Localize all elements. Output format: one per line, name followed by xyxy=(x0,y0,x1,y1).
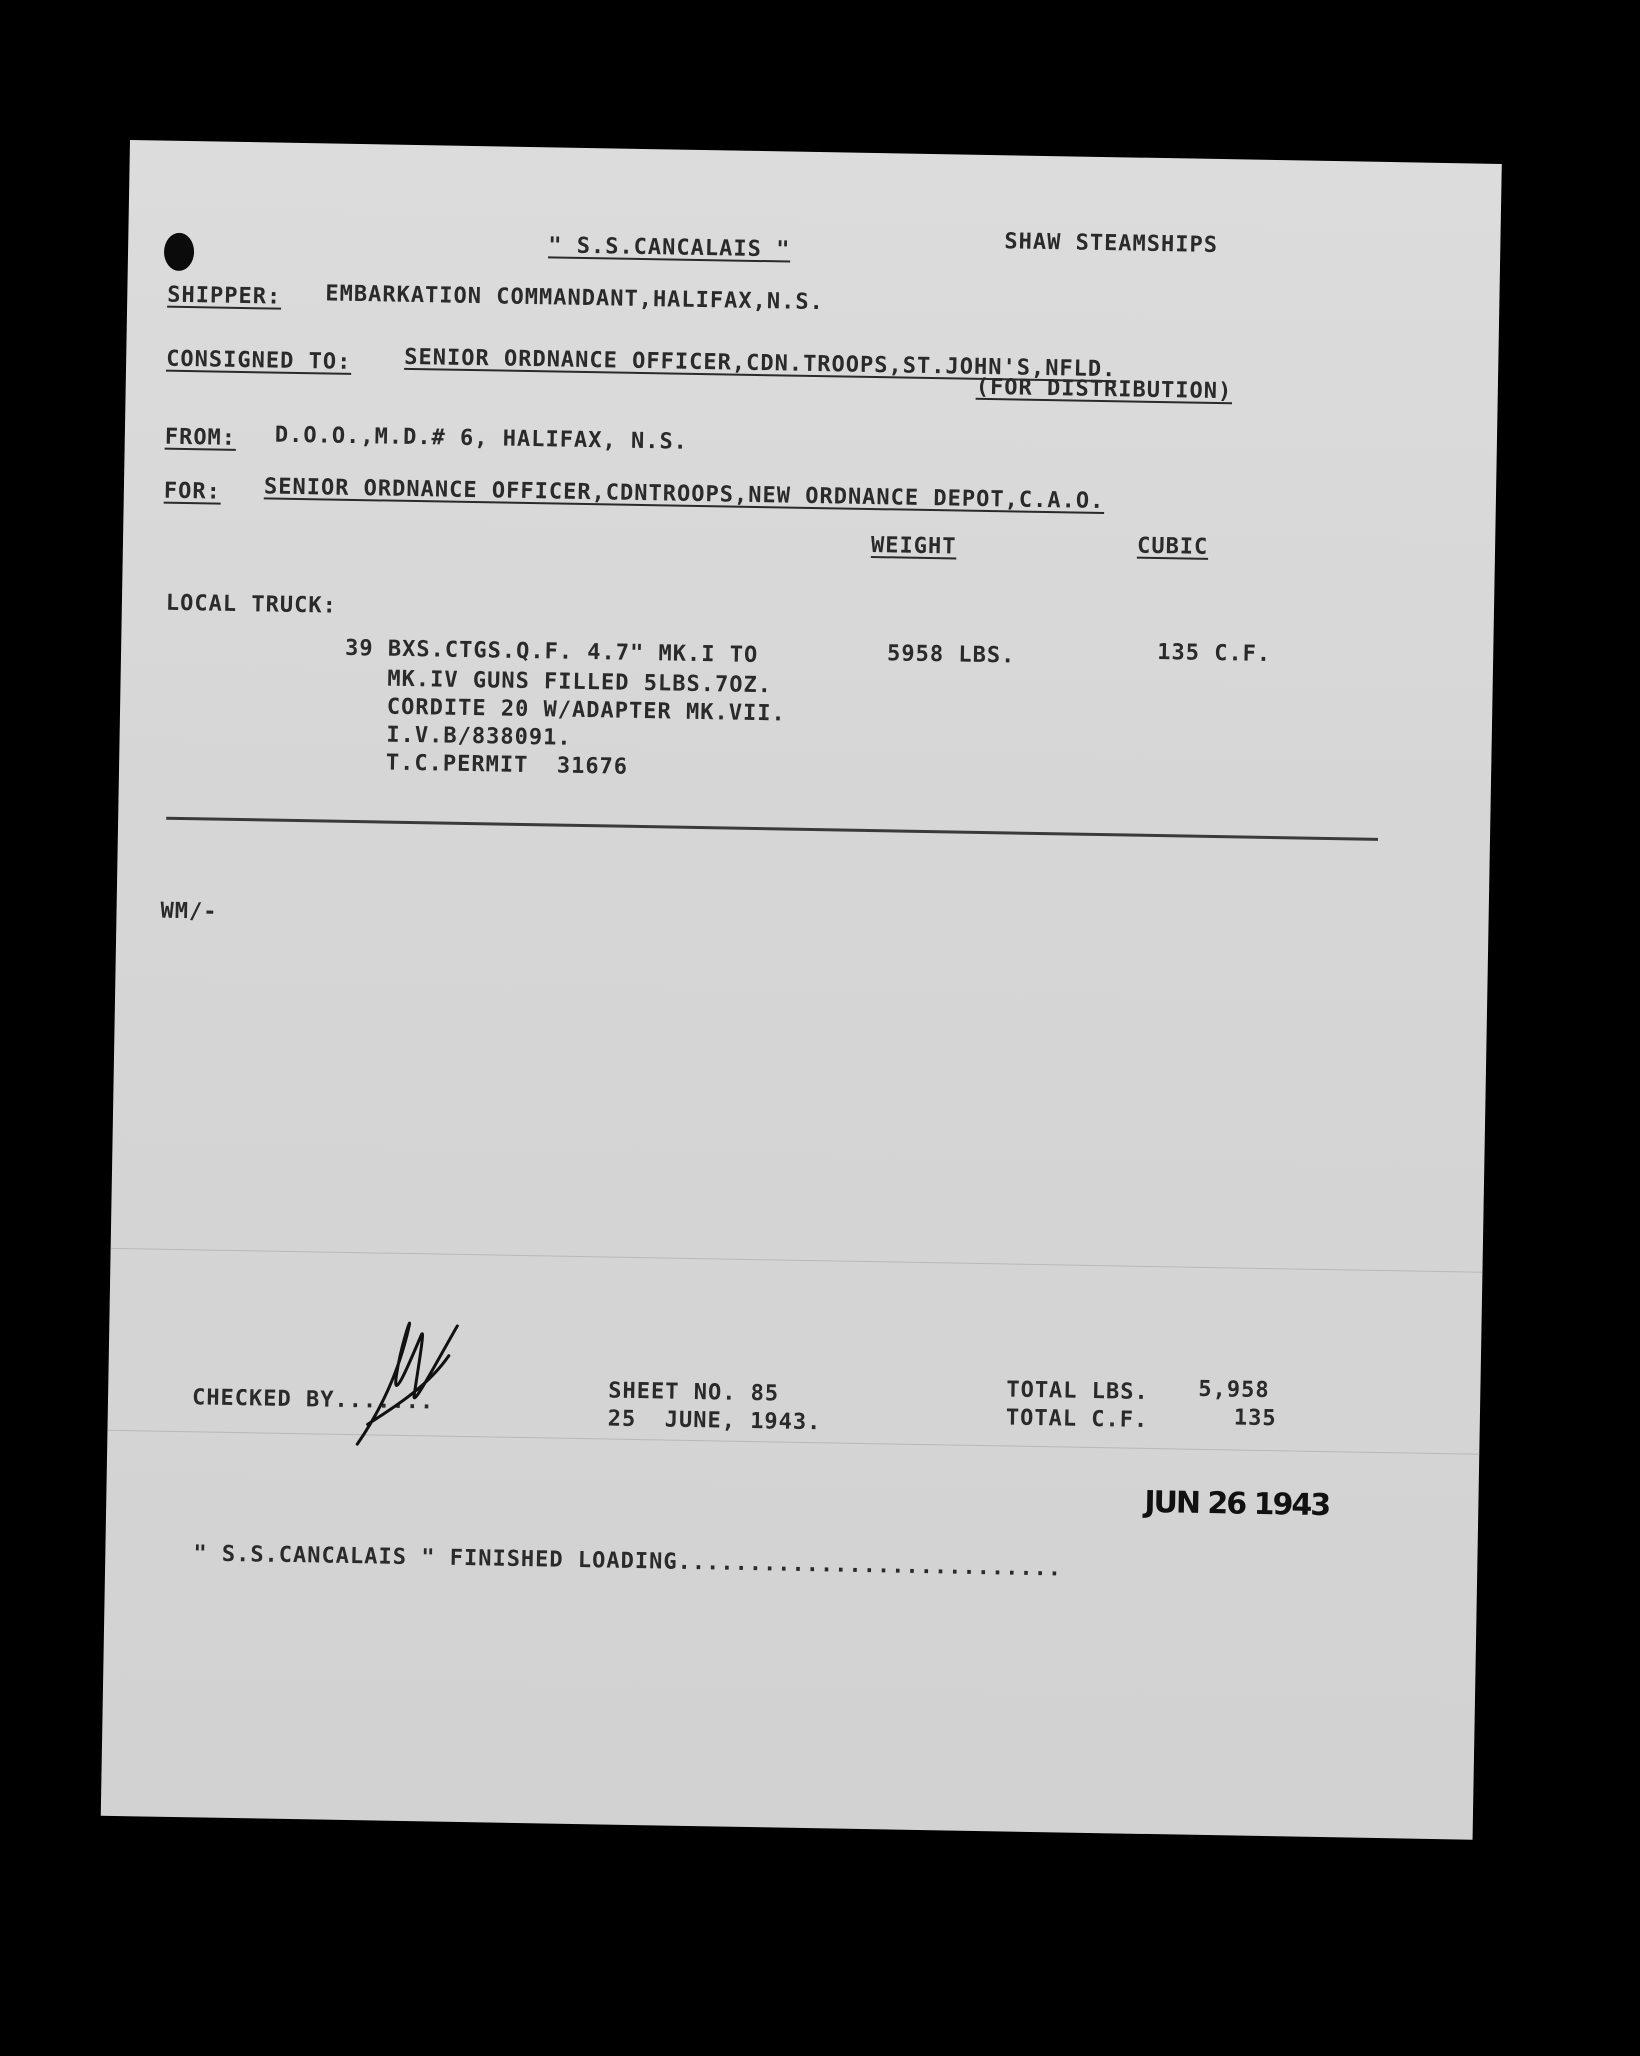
sheet-number: SHEET NO. 85 xyxy=(608,1378,780,1407)
fold-crease xyxy=(111,1248,1483,1273)
total-cf-label: TOTAL C.F. xyxy=(1005,1405,1149,1433)
item-line: MK.IV GUNS FILLED 5LBS.7OZ. xyxy=(344,665,773,699)
section-label: LOCAL TRUCK: xyxy=(165,590,338,619)
item-weight: 5958 LBS. xyxy=(886,641,1016,669)
from-label: FROM: xyxy=(164,424,237,451)
total-cf-value: 135 xyxy=(1233,1405,1277,1432)
typist-initials: WM/- xyxy=(160,898,218,925)
separator-line xyxy=(166,817,1378,841)
for-value: SENIOR ORDNANCE OFFICER,CDNTROOPS,NEW ORDNANCE DEPOT,C.A.O. xyxy=(263,474,1105,515)
item-line: 39 BXS.CTGS.Q.F. 4.7" MK.I TO xyxy=(344,635,759,669)
total-lbs-value: 5,958 xyxy=(1198,1376,1270,1404)
from-value: D.O.O.,M.D.# 6, HALIFAX, N.S. xyxy=(274,422,689,455)
item-cubic: 135 C.F. xyxy=(1156,640,1272,667)
item-line: T.C.PERMIT 31676 xyxy=(342,749,629,780)
consigned-label: CONSIGNED TO: xyxy=(165,346,352,375)
checked-by: CHECKED BY....... xyxy=(191,1385,435,1415)
weight-column-header: WEIGHT xyxy=(870,532,957,560)
shipper-label: SHIPPER: xyxy=(167,282,282,310)
sheet-date: 25 JUNE, 1943. xyxy=(607,1406,822,1436)
signature xyxy=(337,1304,480,1456)
date-stamp: JUN 26 1943 xyxy=(1144,1484,1330,1524)
item-line: CORDITE 20 W/ADAPTER MK.VII. xyxy=(343,693,786,727)
consigned-note: (FOR DISTRIBUTION) xyxy=(975,374,1233,405)
ship-name-header: " S.S.CANCALAIS " xyxy=(547,233,791,263)
total-lbs-label: TOTAL LBS. xyxy=(1006,1377,1149,1405)
finished-loading-line: " S.S.CANCALAIS " FINISHED LOADING........................... xyxy=(193,1541,1063,1582)
company-name: SHAW STEAMSHIPS xyxy=(1004,229,1219,259)
punch-hole xyxy=(164,233,195,272)
consigned-value: SENIOR ORDNANCE OFFICER,CDN.TROOPS,ST.JOHN'S,NFLD. xyxy=(404,344,1117,383)
item-line: I.V.B/838091. xyxy=(343,721,572,751)
cubic-column-header: CUBIC xyxy=(1136,533,1209,560)
document-page xyxy=(101,140,1502,1840)
for-label: FOR: xyxy=(163,478,222,505)
shipper-value: EMBARKATION COMMANDANT,HALIFAX,N.S. xyxy=(325,281,825,316)
